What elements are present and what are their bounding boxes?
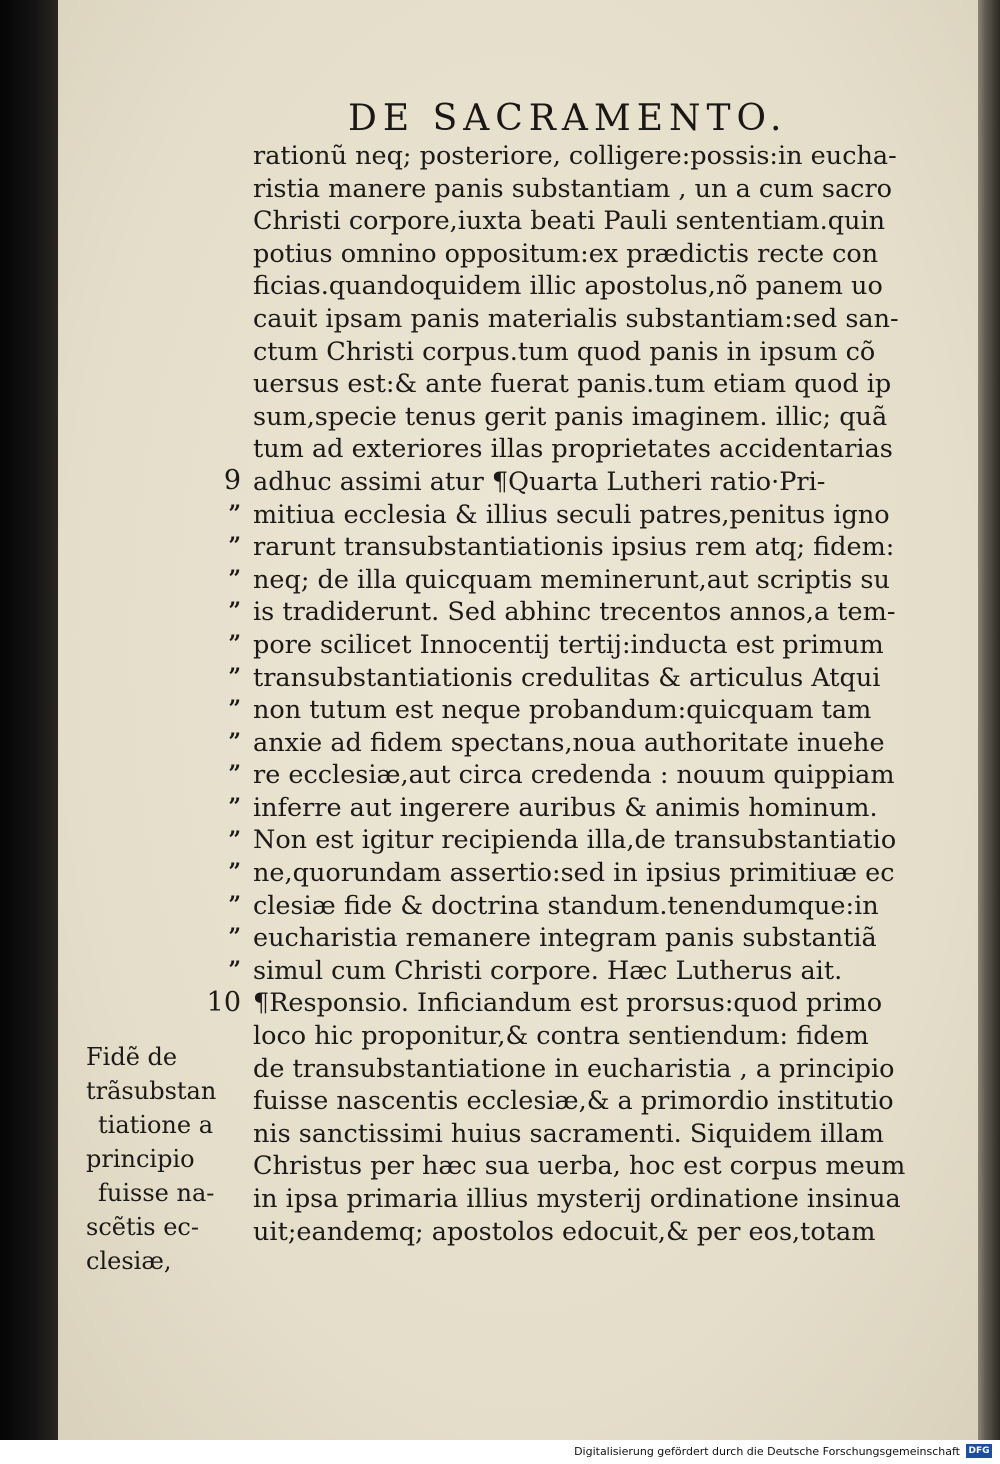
line-marker: ” [228,533,241,560]
dfg-logo: DFG [966,1444,992,1458]
text-line: inferre aut ingerere auribus & animis hominum. [253,792,878,823]
text-line: rarunt transubstantiationis ipsius rem atq; fidem: [253,532,895,563]
text-line: de transubstantiatione in eucharistia , a principio [253,1053,895,1084]
text-line: sum,specie tenus gerit panis imaginem. illic; quã [253,401,888,432]
text-line: anxie ad fidem spectans,noua authoritate inuehe [253,727,885,758]
text-line: Non est igitur recipienda illa,de transubstantiatio [253,825,897,856]
text-line: cauit ipsam panis materialis substantiam:sed san- [253,303,899,334]
text-line: Christus per hæc sua uerba, hoc est corpus meum [253,1151,906,1182]
marginal-note-line: Fidẽ de [86,1043,178,1071]
line-marker: ” [228,956,241,983]
text-line: in ipsa primaria illius mysterij ordinatione insinua [253,1184,901,1214]
line-marker: ” [228,891,241,918]
marginal-note-line: tiatione a [98,1111,213,1139]
line-marker: ” [228,663,241,690]
line-marker: ” [228,630,241,657]
text-line: uit;eandemq; apostolos edocuit,& per eos,totam [253,1216,876,1247]
text-line: transubstantiationis credulitas & articulus Atqui [253,662,881,693]
line-marker: ” [228,859,241,886]
book-spine-shadow [0,0,58,1440]
text-line: non tutum est neque probandum:quicquam tam [253,695,872,726]
text-line: fuisse nascentis ecclesiæ,& a primordio institutio [253,1086,894,1117]
text-line: eucharistia remanere integram panis substantiã [253,923,877,954]
page-edge-shadow [978,0,1000,1440]
text-line: potius omnino oppositum:ex prædictis recte con [253,238,879,269]
text-line: is tradiderunt. Sed abhinc trecentos annos,a tem- [253,597,896,628]
line-markers [196,465,241,1019]
page-running-title: DE SACRAMENTO. [348,98,788,139]
text-line: ficias.quandoquidem illic apostolus,nõ panem uo [253,271,883,302]
marginal-note-line: principio [86,1145,195,1173]
footer-bar [0,1440,1000,1464]
line-marker: ” [228,826,241,853]
text-line: ristia manere panis substantiam , un a cum sacro [253,173,892,204]
text-line: Christi corpore,iuxta beati Pauli sententiam.quin [253,206,886,237]
text-line: ne,quorundam assertio:sed in ipsius primitiuæ ec [253,858,895,889]
line-marker: ” [228,728,241,755]
line-marker: 10 [206,986,241,1018]
text-line: simul cum Christi corpore. Hæc Lutherus ait. [253,955,843,986]
text-line: re ecclesiæ,aut circa credenda : nouum quippiam [253,760,895,791]
text-line: loco hic proponitur,& contra sentiendum: fidem [253,1021,869,1052]
text-line: ¶Responsio. Inficiandum est prorsus:quod primo [253,988,883,1019]
line-marker: ” [228,565,241,592]
marginal-note-line: clesiæ, [86,1247,172,1275]
line-marker: 9 [223,465,241,496]
marginal-note-line: fuisse na- [98,1179,215,1207]
text-line: uersus est:& ante fuerat panis.tum etiam quod ip [253,369,892,400]
line-marker: ” [228,696,241,723]
line-marker: ” [228,761,241,788]
line-marker: ” [228,924,241,951]
text-line: clesiæ fide & doctrina standum.tenendumque:in [253,890,879,921]
text-line: adhuc assimi atur ¶Quarta Lutheri ratio·Pri- [253,466,826,497]
line-marker: ” [228,793,241,820]
footer-credit: Digitalisierung gefördert durch die Deutsche Forschungsgemeinschaft [574,1445,960,1458]
text-line: nis sanctissimi huius sacramenti. Siquidem illam [253,1118,884,1149]
text-line: rationũ neq; posteriore, colligere:possis:in eucha- [253,141,897,171]
text-line: mitiua ecclesia & illius seculi patres,penitus igno [253,499,890,530]
line-marker: ” [228,500,241,527]
body-text [253,140,943,1248]
text-line: pore scilicet Innocentij tertij:inducta est primum [253,629,884,660]
line-marker: ” [228,598,241,625]
marginal-note-line: trãsubstan [86,1077,217,1105]
marginal-note [86,1040,246,1278]
marginal-note-line: scẽtis ec- [86,1213,199,1241]
text-line: ctum Christi corpus.tum quod panis in ipsum cõ [253,336,876,367]
text-line: tum ad exteriores illas proprietates accidentarias [253,434,893,465]
text-line: neq; de illa quicquam meminerunt,aut scriptis su [253,564,890,595]
